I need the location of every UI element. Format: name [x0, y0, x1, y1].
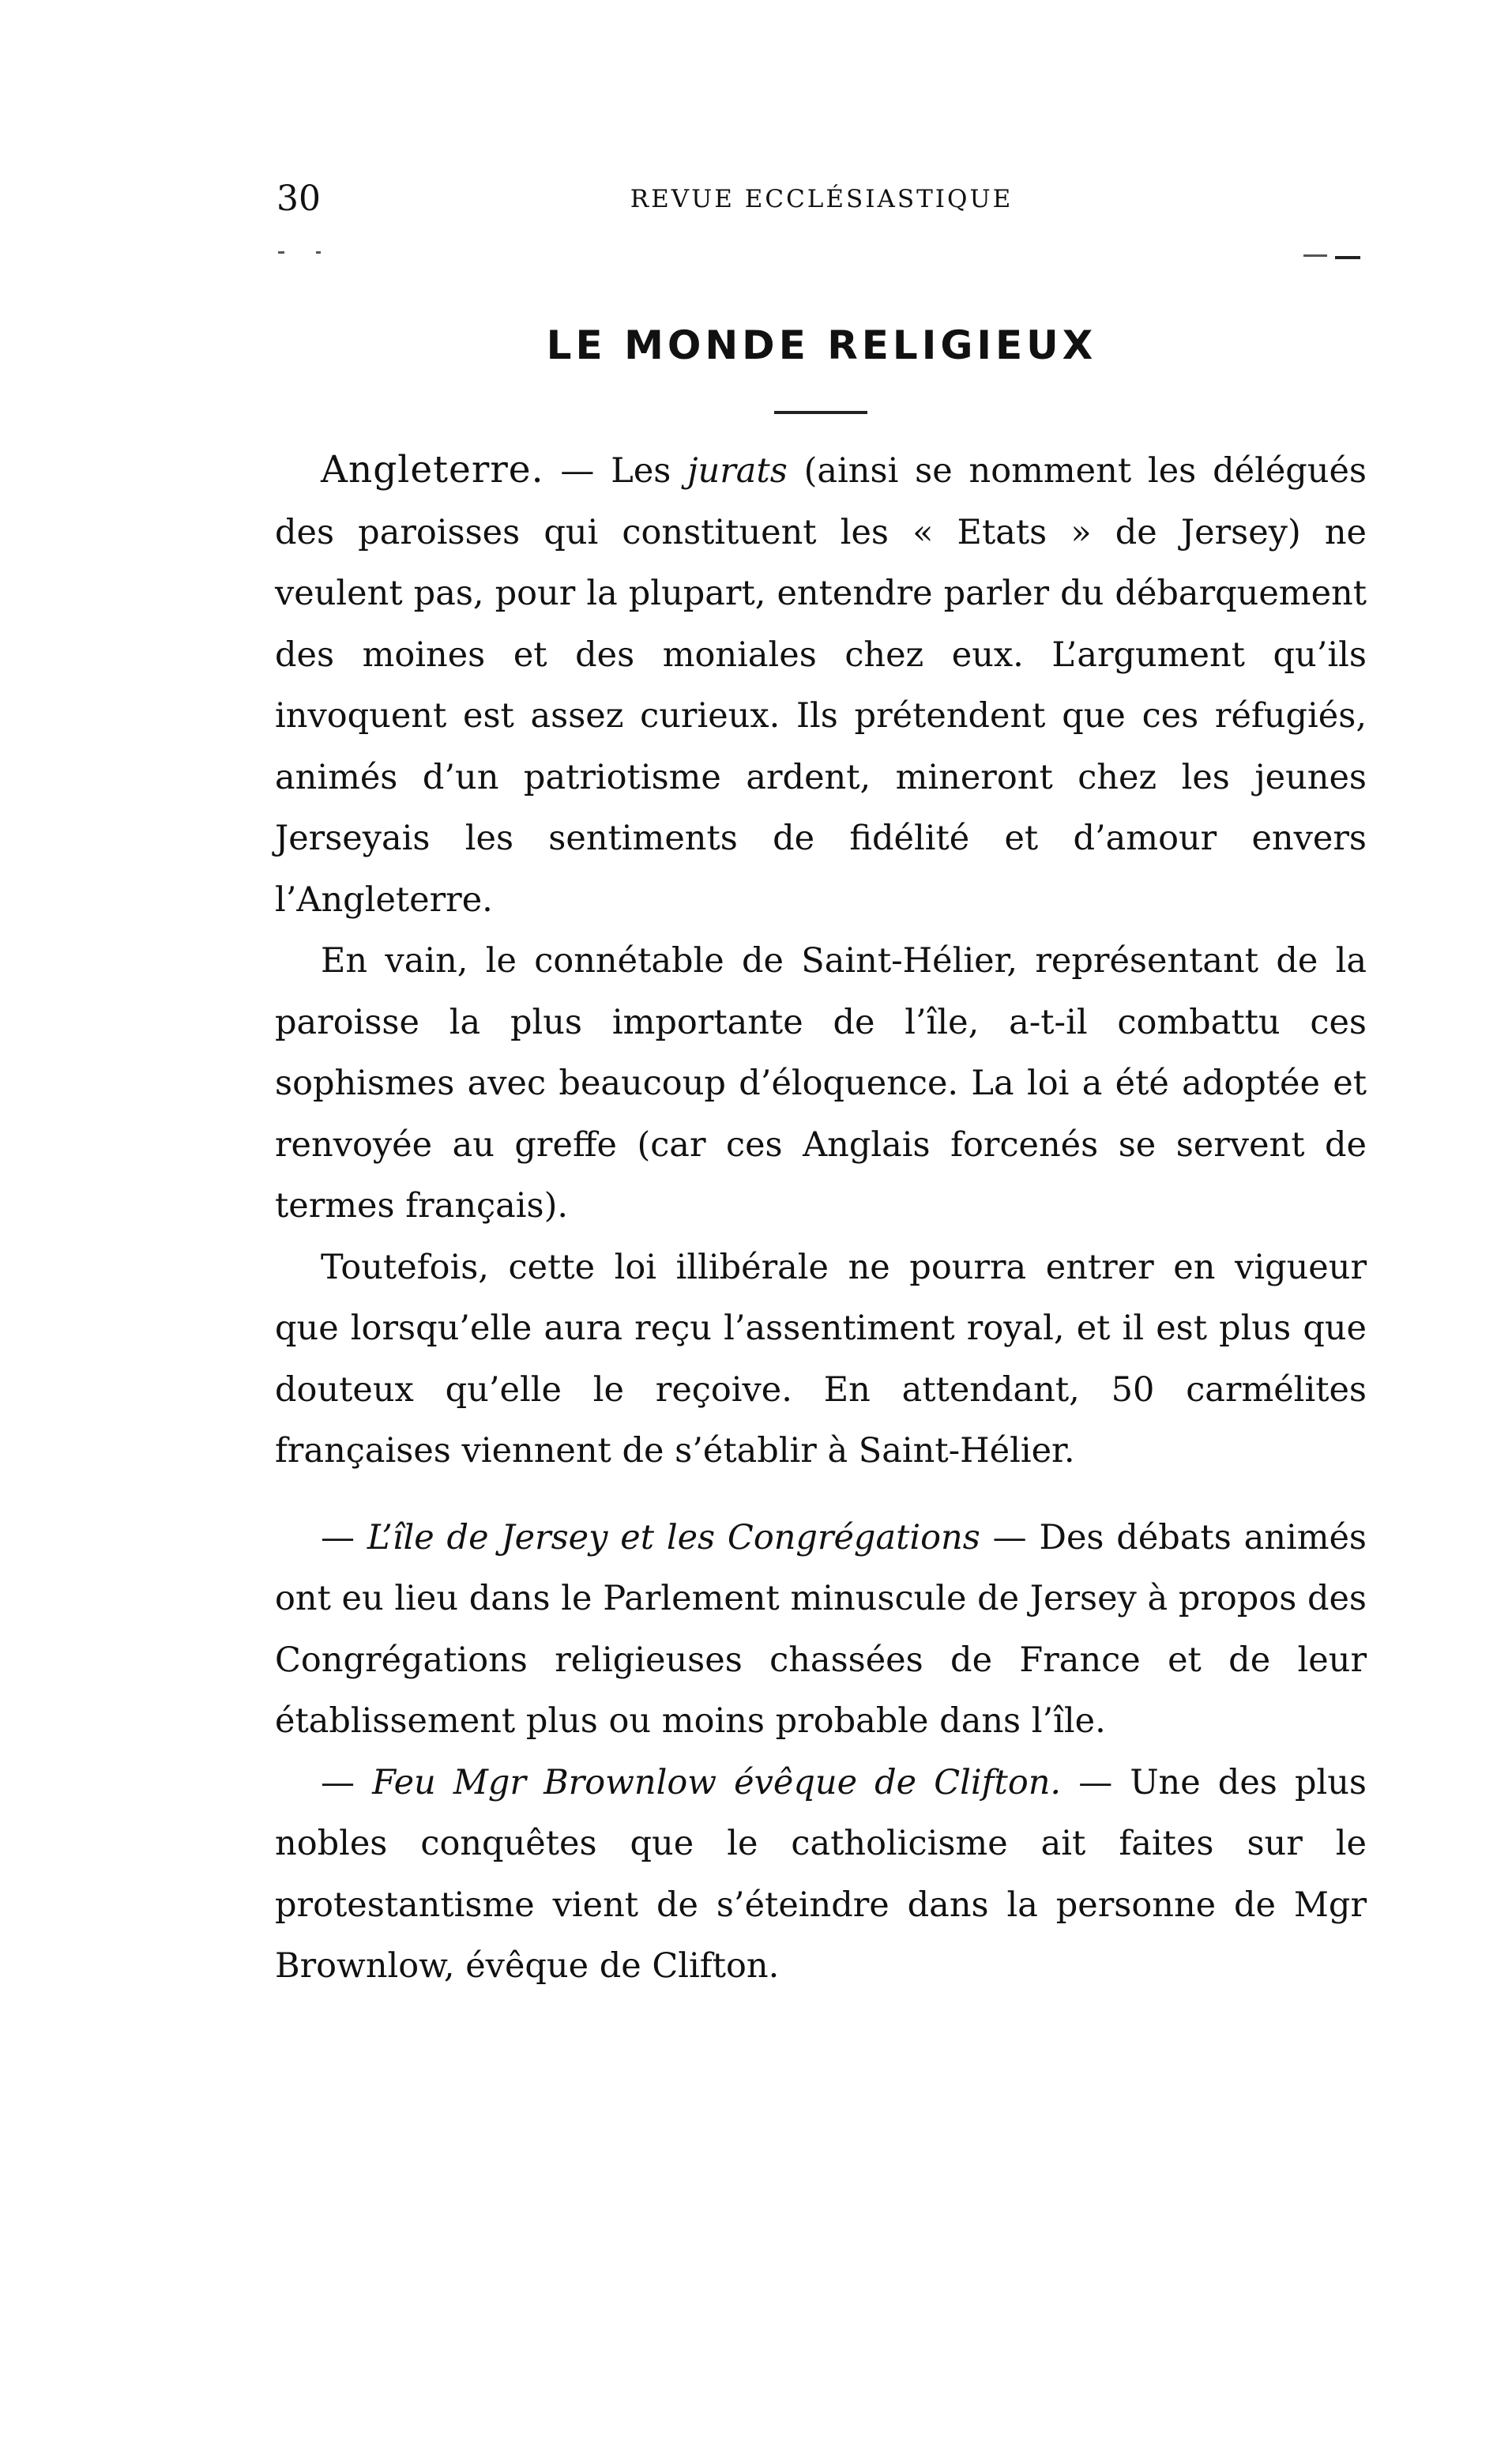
section-title: LE MONDE RELIGIEUX	[546, 322, 1097, 368]
paragraph-jersey-congregations	[275, 1508, 1367, 1753]
paragraph-toutefois	[275, 1237, 1367, 1482]
paragraph-text: — Les	[543, 451, 688, 491]
paragraph-text: (ainsi se nomment les délégués des paroisses qui constituent les « Etats » de Jersey) ne veulent pas, pour la plupart, entendre parler du débarquement des moines et des moniales chez eux. L’argument qu’ils invoquent est assez curieux. Ils prétendent que ces réfugiés, animés d’un patriotisme ardent, mineront chez les jeunes Jerseyais les sentiments de fidélité et d’amour envers l’Angleterre.	[275, 451, 1367, 920]
em-dash: —	[321, 1517, 367, 1557]
italic-subheading: L’île de Jersey et les Congrégations	[367, 1517, 980, 1557]
country-heading: Angleterre.	[321, 448, 544, 491]
paragraph-text: Toutefois, cette loi illibérale ne pourra entrer en vigueur que lorsqu’elle aura reçu l’assentiment royal, et il est plus que douteux qu’elle le reçoive. En attendant, 50 carmélites françaises viennent de s’établir à Saint-Hélier.	[275, 1247, 1367, 1471]
italic-term: jurats	[687, 451, 788, 491]
paragraph-angleterre	[275, 439, 1367, 931]
article-body	[275, 439, 1367, 1998]
running-head	[276, 175, 1367, 223]
page-number: 30	[276, 179, 321, 219]
paragraph-brownlow	[275, 1753, 1367, 1998]
print-speckle	[1335, 256, 1360, 259]
paragraph-text: En vain, le connétable de Saint-Hélier, représentant de la paroisse la plus importante de l’île, a-t-il combattu ces sophismes avec beaucoup d’éloquence. La loi a été adoptée et renvoyée au greffe (car ces Anglais forcenés se servent de termes français).	[275, 941, 1367, 1226]
italic-subheading: Feu Mgr Brownlow évêque de Clifton.	[372, 1762, 1062, 1802]
paragraph-text: — Des débats animés ont eu lieu dans le Parlement minuscule de Jersey à propos des Congrégations religieuses chassées de France et de leur établissement plus ou moins probable dans l’île.	[275, 1517, 1367, 1741]
print-speckle	[278, 251, 284, 254]
print-speckle	[1303, 254, 1327, 257]
journal-title: REVUE ECCLÉSIASTIQUE	[630, 185, 1014, 213]
paragraph-connetable	[275, 931, 1367, 1237]
print-speckle	[316, 251, 321, 254]
em-dash: —	[321, 1762, 373, 1802]
paragraph-text: — Une des plus nobles conquêtes que le catholicisme ait faites sur le protestantisme vient de s’éteindre dans la personne de Mgr Brownlow, évêque de Clifton.	[275, 1762, 1367, 1986]
title-rule	[774, 411, 867, 414]
